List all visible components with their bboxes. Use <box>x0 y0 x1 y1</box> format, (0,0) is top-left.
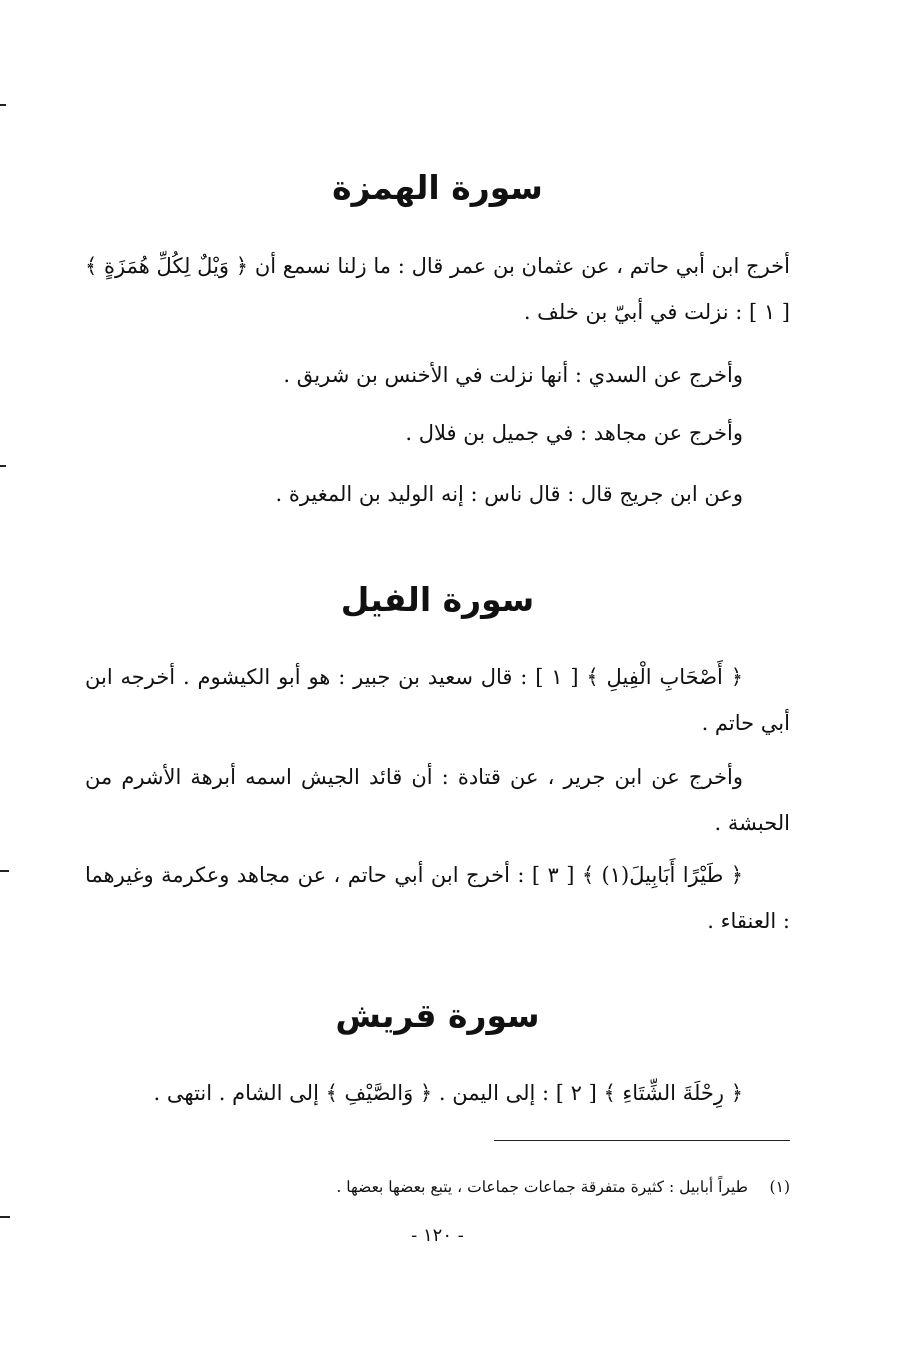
footnote <box>85 1176 790 1198</box>
section-title-humaza: سورة الهمزة <box>332 168 543 207</box>
footnote-separator <box>494 1140 790 1141</box>
section-title-fil: سورة الفيل <box>340 580 535 619</box>
margin-mark <box>0 465 6 467</box>
paragraph: أخرج ابن أبي حاتم ، عن عثمان بن عمر قال : ما زلنا نسمع أن ﴿ وَيْلٌ لِكُلِّ هُمَزَةٍ ﴾ [ ١ ] : نزلت في أبيّ بن خلف . <box>85 254 790 324</box>
footnote-text: طيراً أبابيل : كثيرة متفرقة جماعات جماعات ، يتبع بعضها بعضها . <box>336 1178 748 1196</box>
section-title-quraysh: سورة قريش <box>335 996 540 1035</box>
margin-mark <box>0 1216 10 1218</box>
page-body <box>85 0 790 1357</box>
margin-mark <box>0 104 6 106</box>
margin-mark <box>0 870 9 872</box>
footnote-number: (١) <box>769 1178 790 1196</box>
paragraph: ﴿ رِحْلَةَ الشِّتَاءِ ﴾ [ ٢ ] : إلى اليمن . ﴿ وَالصَّيْفِ ﴾ إلى الشام . انتهى . <box>153 1081 743 1105</box>
paragraph: ﴿ طَيْرًا أَبَابِيلَ(١) ﴾ [ ٣ ] : أخرج ابن أبي حاتم ، عن مجاهد وعكرمة وغيرهما : العنقاء . <box>85 863 790 933</box>
paragraph: وأخرج عن مجاهد : في جميل بن فلال . <box>405 421 743 445</box>
paragraph: ﴿ أَصْحَابِ الْفِيلِ ﴾ [ ١ ] : قال سعيد بن جبير : هو أبو الكيشوم . أخرجه ابن أبي حاتم . <box>85 665 790 735</box>
paragraph: وعن ابن جريج قال : قال ناس : إنه الوليد بن المغيرة . <box>275 482 743 506</box>
paragraph: وأخرج عن السدي : أنها نزلت في الأخنس بن شريق . <box>283 363 743 387</box>
page-number: - ١٢٠ - <box>411 1225 464 1246</box>
paragraph: وأخرج عن ابن جرير ، عن قتادة : أن قائد الجيش اسمه أبرهة الأشرم من الحبشة . <box>85 765 790 835</box>
